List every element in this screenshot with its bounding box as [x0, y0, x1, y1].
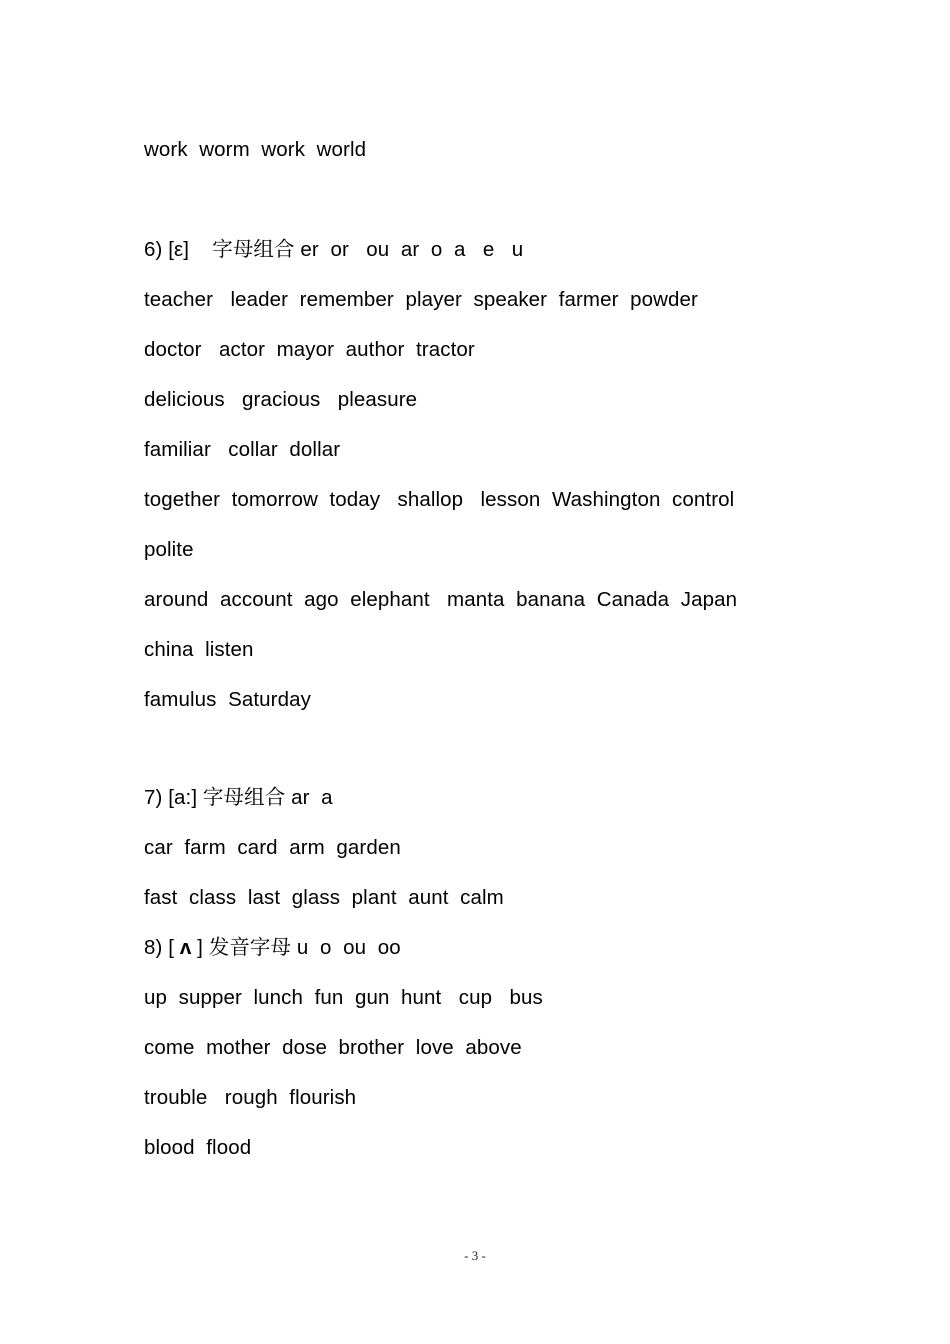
heading-8-prefix: 8) [	[144, 936, 180, 959]
section-heading-7: 7) [a:] 字母组合 ar a	[144, 786, 333, 809]
text-line-o-short-words: come mother dose brother love above	[144, 1036, 522, 1059]
text-line-o-words: together tomorrow today shallop lesson Washington control	[144, 488, 735, 511]
text-line-work-words: work worm work world	[144, 138, 367, 161]
page-number: - 3 -	[464, 1248, 486, 1263]
text-line-er-words: teacher leader remember player speaker farmer powder	[144, 288, 698, 311]
phonetic-symbol: ʌ	[179, 936, 192, 959]
text-line-u-words: famulus Saturday	[144, 688, 311, 711]
section-heading-8	[144, 936, 401, 960]
text-line-ar-long-words: car farm card arm garden	[144, 836, 401, 859]
text-line-o-words-cont: polite	[144, 538, 194, 561]
text-line-a-words: around account ago elephant manta banana Canada Japan	[144, 588, 738, 611]
text-line-a-long-words: fast class last glass plant aunt calm	[144, 886, 504, 909]
heading-8-suffix: ] 发音字母 u o ou oo	[191, 936, 401, 959]
text-line-ou-words: delicious gracious pleasure	[144, 388, 418, 411]
text-line-oo-short-words: blood flood	[144, 1136, 252, 1159]
text-line-or-words: doctor actor mayor author tractor	[144, 338, 475, 361]
text-line-u-short-words: up supper lunch fun gun hunt cup bus	[144, 986, 543, 1009]
text-line-e-words: china listen	[144, 638, 254, 661]
text-line-ar-words: familiar collar dollar	[144, 438, 341, 461]
text-line-ou-short-words: trouble rough flourish	[144, 1086, 357, 1109]
section-heading-6: 6) [ε] 字母组合 er or ou ar o a e u	[144, 238, 524, 261]
